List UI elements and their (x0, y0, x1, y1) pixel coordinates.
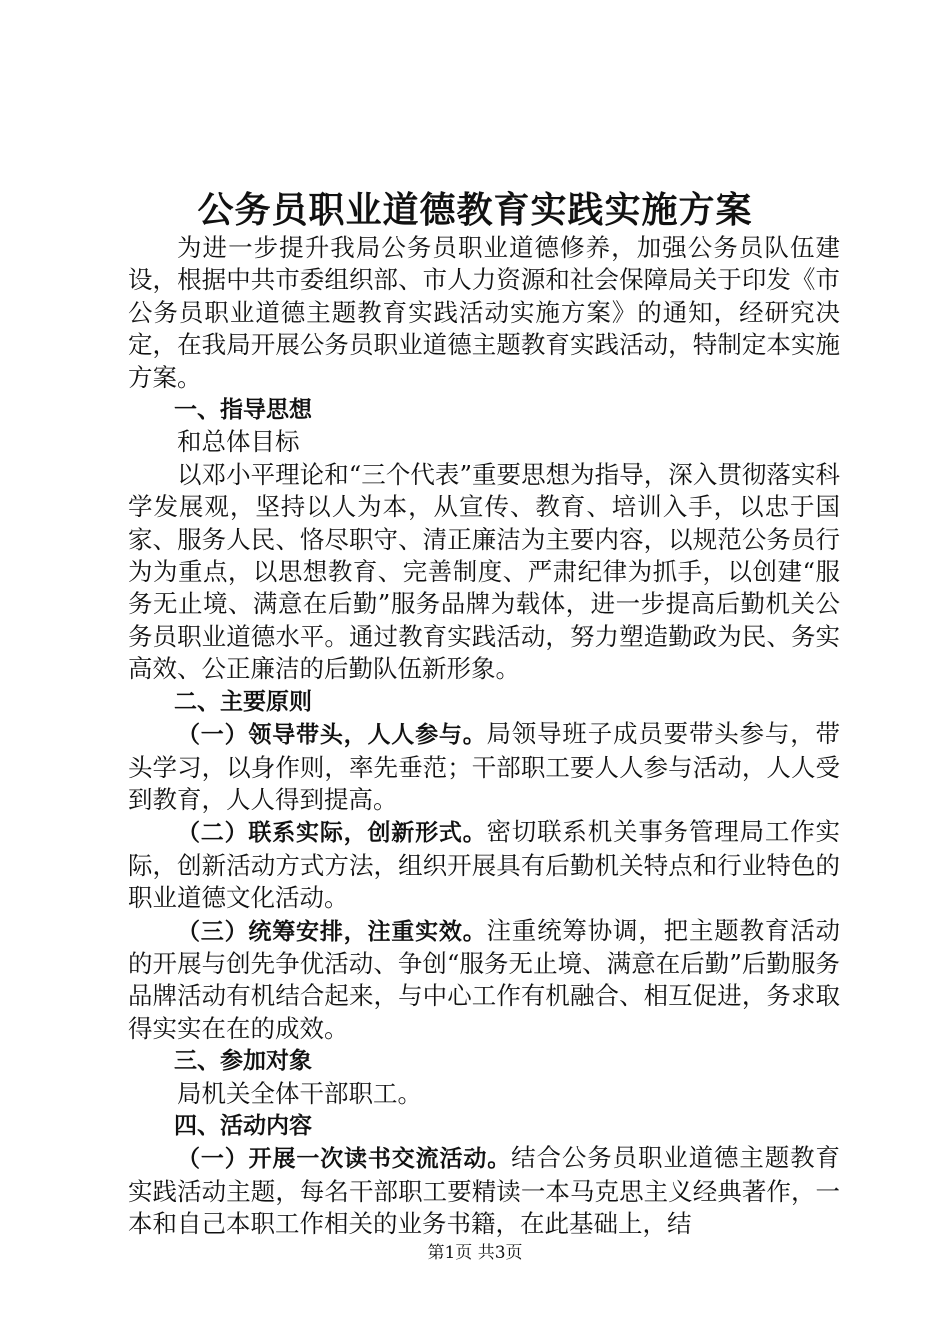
document-body (128, 232, 840, 1241)
section-heading-main-principles: 二、主要原则 (174, 688, 312, 715)
principle-lead: （二）联系实际，创新形式。 (177, 820, 487, 847)
principle-text: 密切联系机关事务管理局工作实际，创新活动方式方法，组织开展具有后勤机关特点和行业特色的职业道德文化活动。 (128, 817, 840, 913)
activity-paragraph (128, 1142, 840, 1240)
principle-lead: （三）统筹安排，注重实效。 (177, 918, 487, 945)
section-subheading-overall-goal: 和总体目标 (177, 427, 300, 457)
guiding-ideology-paragraph: 以邓小平理论和“三个代表”重要思想为指导，深入贯彻落实科学发展观，坚持以人为本，从宣传、教育、培训入手，以忠于国家、服务人民、恪尽职守、清正廉洁为主要内容，以规范公务员行为为重点，以思想教育、完善制度、严肃纪律为抓手，以创建“服务无止境、满意在后勤”服务品牌为载体，进一步提高后勤机关公务员职业道德水平。通过教育实践活动，努力塑造勤政为民、务实高效、公正廉洁的后勤队伍新形象。 (128, 459, 840, 684)
intro-paragraph: 为进一步提升我局公务员职业道德修养，加强公务员队伍建设，根据中共市委组织部、市人力资源和社会保障局关于印发《市公务员职业道德主题教育实践活动实施方案》的通知，经研究决定，在我局开展公务员职业道德主题教育实践活动，特制定本实施方案。 (128, 233, 840, 392)
activity-lead: （一）开展一次读书交流活动。 (177, 1146, 512, 1173)
principle-paragraph (128, 718, 840, 816)
activity-text: 结合公务员职业道德主题教育实践活动主题，每名干部职工要精读一本马克思主义经典著作，一本和自己本职工作相关的业务书籍，在此基础上，结 (128, 1143, 841, 1239)
principle-text: 局领导班子成员要带头参与，带头学习，以身作则，率先垂范；干部职工要人人参与活动，人人受到教育，人人得到提高。 (128, 719, 840, 814)
principle-text: 注重统筹协调，把主题教育活动的开展与创先争优活动、争创“服务无止境、满意在后勤”后勤服务品牌活动有机结合起来，与中心工作有机融合、相互促进，务求取得实实在在的成效。 (128, 915, 840, 1043)
participants-paragraph: 局机关全体干部职工。 (177, 1078, 422, 1108)
document-title: 公务员职业道德教育实践实施方案 (197, 189, 753, 231)
page-number-footer: 第1页 共3页 (427, 1243, 523, 1263)
section-heading-guiding-ideology: 一、指导思想 (174, 397, 312, 424)
principle-lead: （一）领导带头，人人参与。 (177, 722, 487, 749)
principle-paragraph (128, 816, 840, 914)
section-heading-activities: 四、活动内容 (174, 1112, 312, 1139)
section-heading-participants: 三、参加对象 (174, 1048, 312, 1075)
principle-paragraph (128, 915, 840, 1046)
